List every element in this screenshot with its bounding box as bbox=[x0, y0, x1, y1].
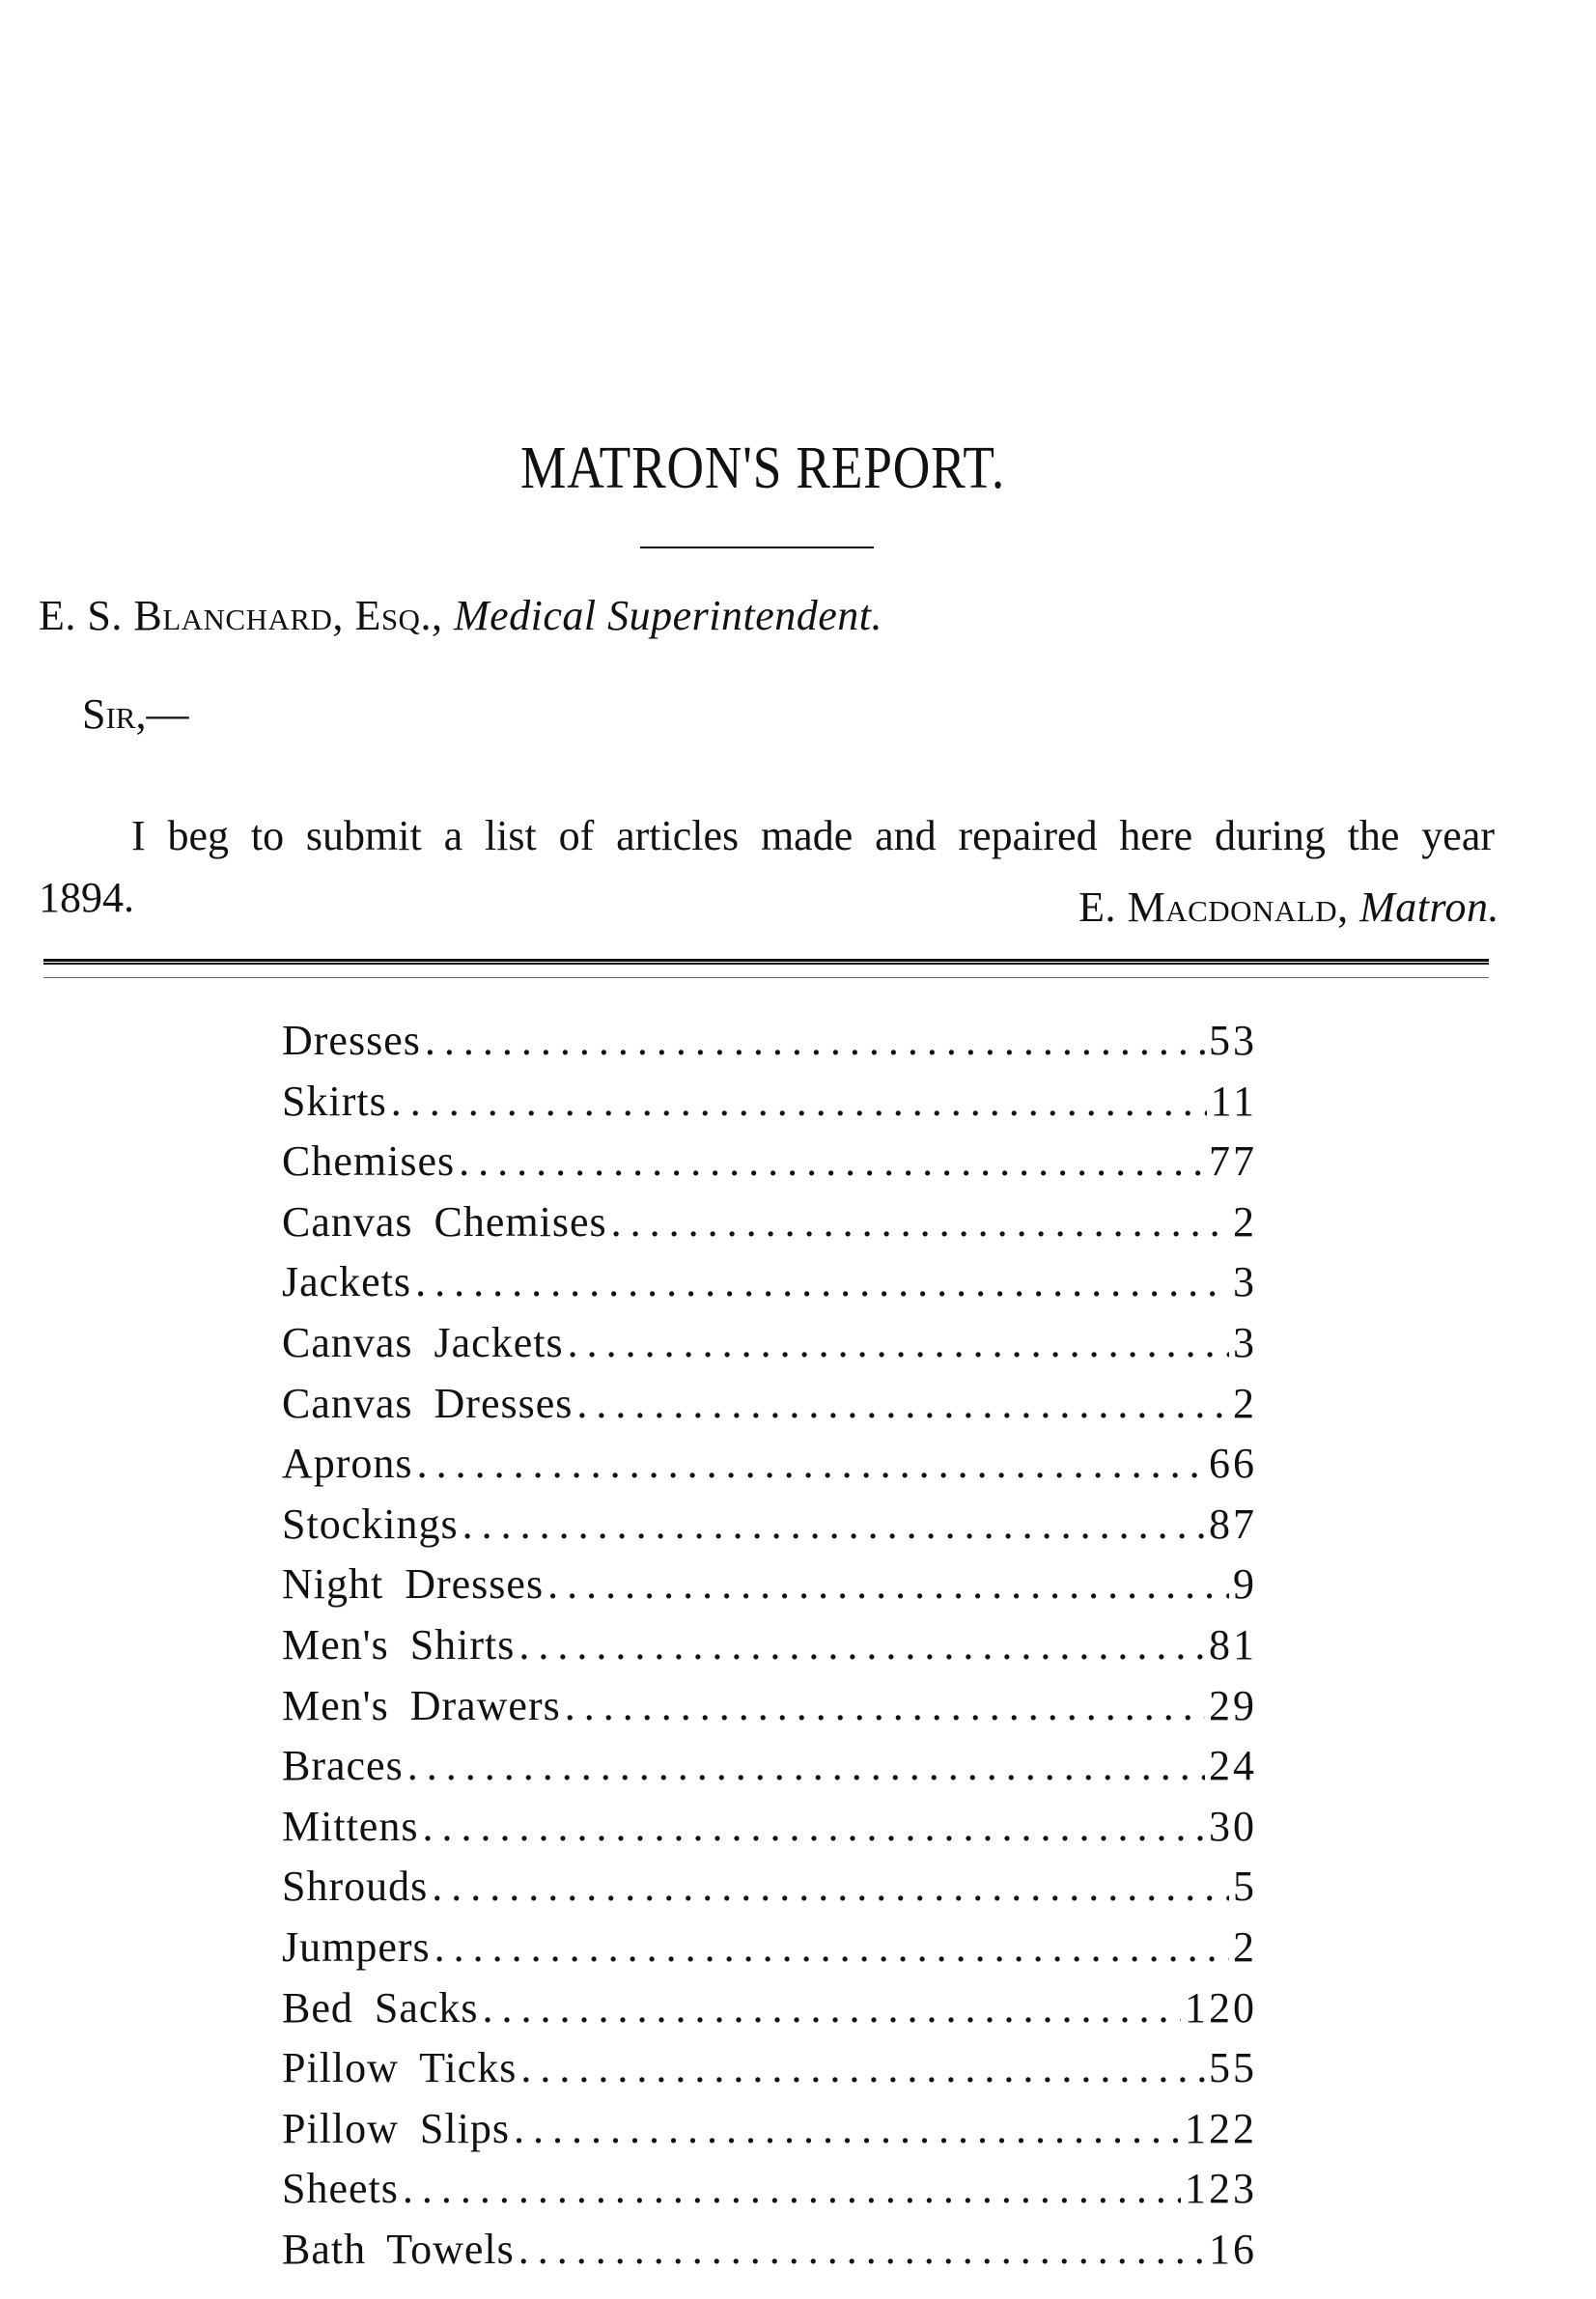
dot-leader bbox=[518, 2225, 1205, 2274]
salutation: Sir,— bbox=[82, 690, 189, 738]
item-name: Men's Shirts bbox=[282, 1620, 516, 1668]
item-count: 2 bbox=[1233, 1379, 1257, 1427]
item-name: Canvas Jackets bbox=[282, 1318, 564, 1366]
list-item bbox=[282, 2164, 1257, 2225]
item-name: Bed Sacks bbox=[282, 1983, 479, 2032]
addressee-surname: Blanchard, bbox=[133, 592, 344, 639]
item-count: 77 bbox=[1209, 1137, 1257, 1186]
list-item bbox=[282, 1559, 1257, 1620]
list-item bbox=[282, 1136, 1257, 1197]
item-count: 5 bbox=[1233, 1863, 1257, 1911]
item-count: 123 bbox=[1185, 2165, 1257, 2213]
dot-leader bbox=[422, 1802, 1205, 1851]
item-count: 2 bbox=[1233, 1197, 1257, 1246]
item-count: 66 bbox=[1209, 1440, 1257, 1488]
item-count: 3 bbox=[1233, 1258, 1257, 1306]
dot-leader bbox=[391, 1077, 1207, 1126]
list-item bbox=[282, 1922, 1257, 1983]
list-item bbox=[282, 1741, 1257, 1802]
item-name: Night Dresses bbox=[282, 1560, 545, 1609]
addressee-line bbox=[39, 591, 882, 640]
dot-leader bbox=[432, 1862, 1229, 1911]
list-item bbox=[282, 1318, 1257, 1379]
signature-line bbox=[1078, 883, 1499, 932]
list-item bbox=[282, 1379, 1257, 1440]
item-name: Jackets bbox=[282, 1258, 412, 1306]
item-name: Pillow Ticks bbox=[282, 2044, 518, 2092]
dot-leader bbox=[459, 1136, 1205, 1186]
list-item bbox=[282, 1500, 1257, 1560]
list-item bbox=[282, 1681, 1257, 1742]
item-name: Skirts bbox=[282, 1077, 387, 1125]
section-thin-rule bbox=[43, 977, 1489, 978]
dot-leader bbox=[514, 2104, 1181, 2153]
item-name: Pillow Slips bbox=[282, 2104, 510, 2152]
item-name: Canvas Chemises bbox=[282, 1197, 607, 1246]
item-count: 3 bbox=[1233, 1318, 1257, 1366]
item-count: 30 bbox=[1209, 1802, 1257, 1850]
dot-leader bbox=[518, 1620, 1205, 1669]
item-count: 11 bbox=[1210, 1077, 1257, 1125]
articles-list bbox=[282, 1016, 1257, 2285]
item-count: 9 bbox=[1233, 1560, 1257, 1609]
list-item bbox=[282, 1620, 1257, 1681]
list-item bbox=[282, 1439, 1257, 1500]
item-count: 24 bbox=[1209, 1742, 1257, 1790]
item-name: Jumpers bbox=[282, 1922, 431, 1971]
page-title: MATRON'S REPORT. bbox=[519, 435, 1006, 501]
item-count: 2 bbox=[1233, 1922, 1257, 1971]
section-double-rule bbox=[43, 959, 1489, 965]
list-item bbox=[282, 1862, 1257, 1922]
list-item bbox=[282, 2225, 1257, 2285]
title-divider bbox=[640, 547, 874, 548]
item-name: Mittens bbox=[282, 1802, 419, 1850]
item-name: Sheets bbox=[282, 2165, 399, 2213]
item-count: 87 bbox=[1209, 1500, 1257, 1548]
item-count: 122 bbox=[1185, 2104, 1257, 2152]
item-name: Bath Towels bbox=[282, 2225, 515, 2273]
dot-leader bbox=[576, 1379, 1229, 1428]
addressee-honorific: Esq., bbox=[354, 592, 443, 639]
dot-leader bbox=[417, 1439, 1205, 1488]
item-name: Men's Drawers bbox=[282, 1681, 561, 1729]
item-name: Canvas Dresses bbox=[282, 1379, 574, 1427]
dot-leader bbox=[568, 1318, 1229, 1367]
dot-leader bbox=[547, 1559, 1229, 1609]
list-item bbox=[282, 1802, 1257, 1863]
dot-leader bbox=[483, 1983, 1181, 2033]
item-count: 16 bbox=[1209, 2225, 1257, 2273]
item-name: Shrouds bbox=[282, 1863, 429, 1911]
addressee-role: Medical Superintendent. bbox=[453, 592, 882, 639]
list-item bbox=[282, 2104, 1257, 2165]
dot-leader bbox=[462, 1500, 1205, 1549]
item-count: 29 bbox=[1209, 1681, 1257, 1729]
signature-role: Matron. bbox=[1359, 883, 1499, 931]
item-name: Dresses bbox=[282, 1017, 421, 1064]
signature-surname: Macdonald, bbox=[1127, 883, 1349, 931]
dot-leader bbox=[415, 1257, 1229, 1306]
dot-leader bbox=[425, 1016, 1205, 1065]
item-count: 55 bbox=[1209, 2044, 1257, 2092]
list-item bbox=[282, 1016, 1257, 1077]
item-count: 53 bbox=[1209, 1017, 1257, 1064]
signature-initial: E. bbox=[1078, 883, 1117, 931]
item-name: Chemises bbox=[282, 1137, 456, 1186]
dot-leader bbox=[403, 2164, 1181, 2213]
report-body: I beg to submit a list of articles made and repaired here during the year 1894. bbox=[39, 812, 1495, 921]
item-count: 120 bbox=[1185, 1983, 1257, 2032]
list-item bbox=[282, 1257, 1257, 1318]
list-item bbox=[282, 2043, 1257, 2104]
list-item bbox=[282, 1197, 1257, 1258]
dot-leader bbox=[407, 1741, 1205, 1790]
item-name: Braces bbox=[282, 1742, 404, 1790]
dot-leader bbox=[611, 1197, 1229, 1247]
dot-leader bbox=[520, 2043, 1205, 2092]
item-name: Aprons bbox=[282, 1440, 413, 1488]
item-name: Stockings bbox=[282, 1500, 459, 1548]
dot-leader bbox=[434, 1922, 1229, 1972]
addressee-initials: E. S. bbox=[39, 592, 123, 639]
list-item bbox=[282, 1983, 1257, 2044]
item-count: 81 bbox=[1209, 1620, 1257, 1668]
list-item bbox=[282, 1077, 1257, 1137]
dot-leader bbox=[565, 1681, 1205, 1730]
